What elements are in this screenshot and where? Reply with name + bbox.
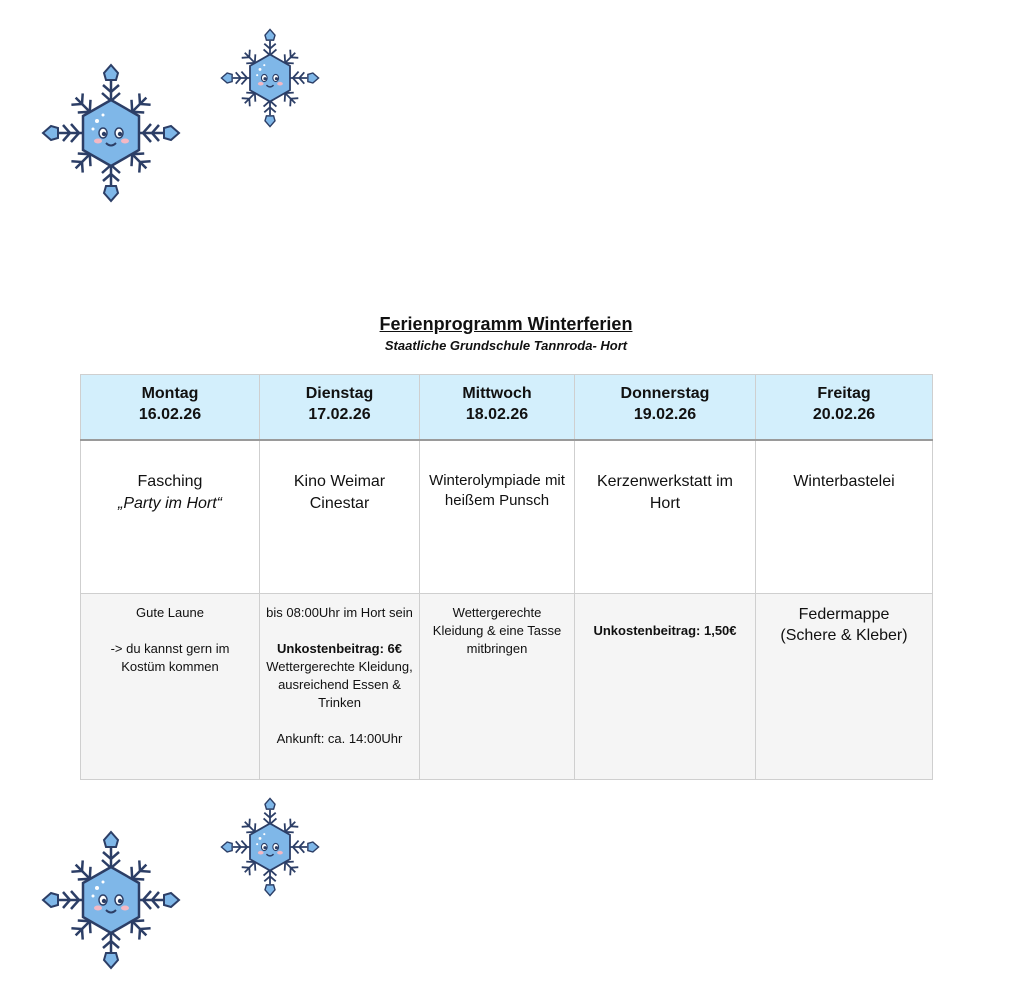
snowflake-icon xyxy=(41,63,181,203)
note-text: (Schere & Kleber) xyxy=(780,627,908,644)
day-header xyxy=(81,375,260,441)
cost-text: Unkostenbeitrag: 6€ xyxy=(277,641,402,656)
activity-text: Kino Weimar xyxy=(293,473,386,490)
day-header xyxy=(260,375,420,441)
activity-subtext: Cinestar xyxy=(309,495,370,512)
activity-subtext: „Party im Hort“ xyxy=(118,495,222,512)
activity-text: Fasching xyxy=(137,473,203,490)
day-name: Montag xyxy=(141,385,199,402)
snowflake-icon xyxy=(220,797,320,897)
day-name: Donnerstag xyxy=(620,385,710,402)
day-header xyxy=(575,375,756,441)
day-date: 16.02.26 xyxy=(138,406,202,423)
note-text: bis 08:00Uhr im Hort sein xyxy=(266,605,413,620)
activity-text: Winterolympiade mit heißem Punsch xyxy=(429,472,565,509)
schedule-table xyxy=(80,374,933,780)
snowflake-icon xyxy=(220,28,320,128)
activity-text: Kerzenwerkstatt im Hort xyxy=(596,473,734,512)
note-text: -> du kannst gern im Kostüm kommen xyxy=(110,641,230,674)
day-date: 20.02.26 xyxy=(812,406,876,423)
notes-cell xyxy=(81,594,260,780)
activity-cell xyxy=(756,440,933,594)
note-text: Ankunft: ca. 14:00Uhr xyxy=(276,731,403,746)
notes-cell xyxy=(420,594,575,780)
note-text: Federmappe xyxy=(798,606,890,623)
snowflake-icon xyxy=(41,830,181,970)
activity-row xyxy=(81,440,933,594)
day-date: 18.02.26 xyxy=(465,406,529,423)
day-name: Dienstag xyxy=(305,385,374,402)
note-text: Wettergerechte Kleidung & eine Tasse mitbringen xyxy=(432,605,562,656)
note-text: Wettergerechte Kleidung, ausreichend Essen & Trinken xyxy=(266,659,413,710)
notes-row xyxy=(81,594,933,780)
cost-text: Unkostenbeitrag: 1,50€ xyxy=(593,623,737,638)
notes-cell xyxy=(575,594,756,780)
notes-cell xyxy=(260,594,420,780)
day-date: 17.02.26 xyxy=(308,406,371,423)
header-row xyxy=(81,375,933,441)
notes-cell xyxy=(756,594,933,780)
day-name: Mittwoch xyxy=(462,385,532,402)
activity-cell xyxy=(260,440,420,594)
activity-cell xyxy=(81,440,260,594)
page-subtitle: Staatliche Grundschule Tannroda- Hort xyxy=(384,338,628,353)
day-header xyxy=(420,375,575,441)
activity-cell xyxy=(575,440,756,594)
note-text: Gute Laune xyxy=(136,605,204,620)
day-date: 19.02.26 xyxy=(633,406,697,423)
day-header xyxy=(756,375,933,441)
activity-text: Winterbastelei xyxy=(793,473,895,490)
activity-cell xyxy=(420,440,575,594)
page-title: Ferienprogramm Winterferien xyxy=(379,314,633,334)
day-name: Freitag xyxy=(817,385,871,402)
